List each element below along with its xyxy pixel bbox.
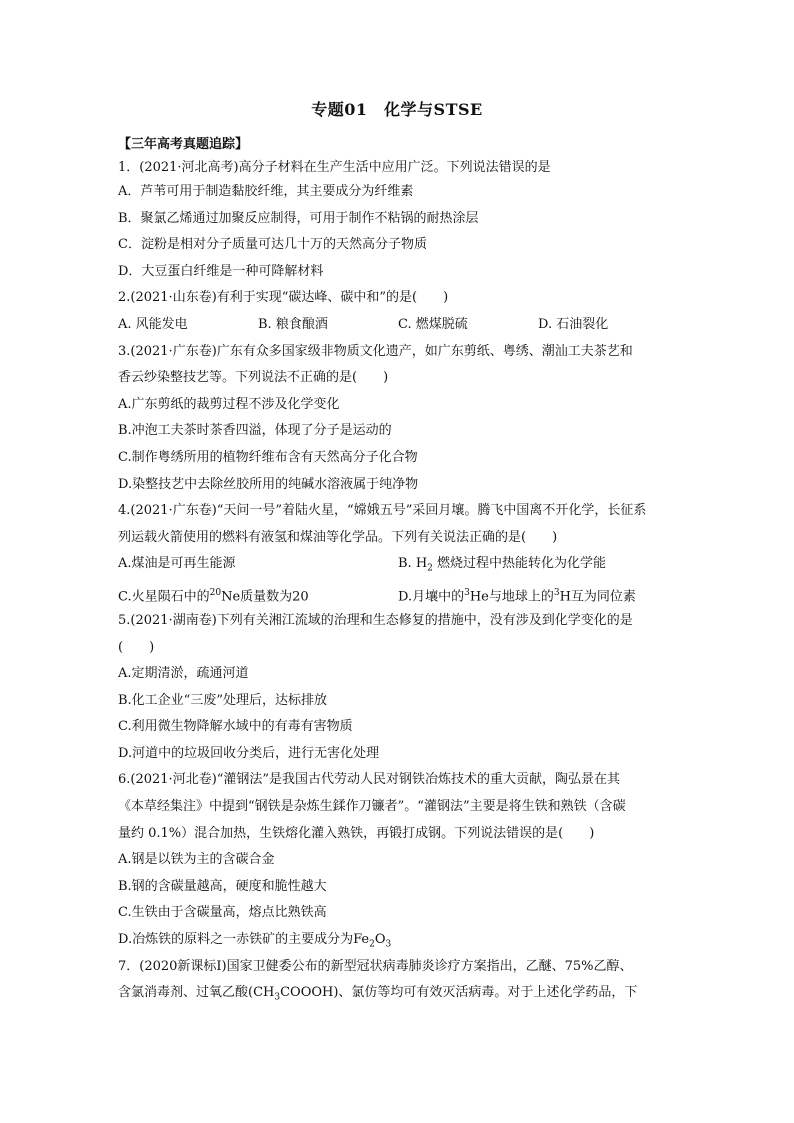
q6-stem-line2: 《本草经集注》中提到“钢铁是杂炼生鍒作刀镰者”。“灌钢法”主要是将生铁和熟铁（含碳 xyxy=(118,799,626,815)
q4-option-d-superscript-1: 3 xyxy=(464,587,470,598)
q7-stem-line2-text-end: COOOH)、氯仿等均可有效灭活病毒。对于上述化学药品，下 xyxy=(280,985,638,1001)
q4-option-c-superscript: 20 xyxy=(209,587,222,598)
q4-option-c xyxy=(118,578,398,608)
q7-stem-line2 xyxy=(118,980,678,1007)
q6-option-d-subscript-1: 2 xyxy=(369,939,375,950)
q4-option-d xyxy=(398,578,678,608)
q5-stem: 5.(2021·湖南卷)下列有关湘江流域的治理和生态修复的措施中，没有涉及到化学变化的是 xyxy=(118,612,633,628)
q3-option-a: A.广东剪纸的裁剪过程不涉及化学变化 xyxy=(118,396,340,412)
q3-option-c: C.制作粤绣所用的植物纤维布含有天然高分子化合物 xyxy=(118,449,418,465)
q2-options xyxy=(118,312,678,339)
q7-stem-line2-text: 含氯消毒剂、过氧乙酸(CH xyxy=(118,985,275,1001)
q2-option-b: B. 粮食酿酒 xyxy=(258,316,328,332)
q6-option-d xyxy=(118,927,678,954)
q4-option-d-text-mid: He与地球上的 xyxy=(469,589,554,605)
document-body xyxy=(118,133,678,1007)
page-title: 专题01 化学与STSE xyxy=(311,100,483,119)
q4-option-a: A.煤油是可再生能源 xyxy=(118,556,236,572)
q6-stem-line3: 量约 0.1%）混合加热，生铁熔化灌入熟铁，再锻打成钢。下列说法错误的是( ) xyxy=(118,825,595,841)
q6-option-d-subscript-2: 3 xyxy=(385,939,392,950)
section-heading: 【三年高考真题追踪】 xyxy=(118,137,249,152)
q6-option-b: B.钢的含碳量越高，硬度和脆性越大 xyxy=(118,878,327,894)
q4-option-c-text-end: Ne质量数为20 xyxy=(221,589,309,605)
q6-option-c: C.生铁由于含碳量高，熔点比熟铁高 xyxy=(118,905,327,921)
q1-option-d: D．大豆蛋白纤维是一种可降解材料 xyxy=(118,263,324,279)
q3-stem-line2: 香云纱染整技艺等。下列说法不正确的是( ) xyxy=(118,370,389,386)
q5-option-a: A.定期清淤，疏通河道 xyxy=(118,666,249,682)
q3-option-b: B.冲泡工夫茶时茶香四溢，体现了分子是运动的 xyxy=(118,423,392,439)
q2-option-c: C. 燃煤脱硫 xyxy=(398,316,468,332)
q2-stem: 2.(2021·山东卷)有利于实现“碳达峰、碳中和”的是( ) xyxy=(118,290,449,306)
q4-option-d-text-end: H互为同位素 xyxy=(559,589,636,605)
q5-answer-blank: ( ) xyxy=(118,639,155,655)
q2-option-d: D. 石油裂化 xyxy=(538,316,609,332)
q1-option-b: B．聚氯乙烯通过加聚反应制得，可用于制作不粘锅的耐热涂层 xyxy=(118,210,479,226)
q4-option-d-superscript-2: 3 xyxy=(553,587,560,598)
q5-option-d: D.河道中的垃圾回收分类后，进行无害化处理 xyxy=(118,745,380,761)
q3-option-d: D.染整技艺中去除丝胶所用的纯碱水溶液属于纯净物 xyxy=(118,476,419,492)
q6-stem-line1: 6.(2021·河北卷)“灌钢法”是我国古代劳动人民对钢铁冶炼技术的重大贡献，陶弘景在其 xyxy=(118,772,621,788)
q4-option-b-text-end: 燃烧过程中热能转化为化学能 xyxy=(432,556,607,572)
q4-option-c-text: C.火星陨石中的 xyxy=(118,589,210,605)
q6-option-d-text-mid: O xyxy=(374,932,386,948)
q3-stem-line1: 3.(2021·广东卷)广东有众多国家级非物质文化遗产，如广东剪纸、粤绣、潮汕工夫茶艺和 xyxy=(118,343,633,359)
q4-stem-line1: 4.(2021·广东卷)“天问一号”着陆火星，“嫦娥五号”采回月壤。腾飞中国离不开化学，长征系 xyxy=(118,503,647,519)
q4-stem-line2: 列运载火箭使用的燃料有液氢和煤油等化学品。下列有关说法正确的是( ) xyxy=(118,529,558,545)
q1-option-a: A．芦苇可用于制造黏胶纤维，其主要成分为纤维素 xyxy=(118,184,414,199)
q5-option-b: B.化工企业“三废”处理后，达标排放 xyxy=(118,692,327,708)
q4-option-b-subscript: 2 xyxy=(427,563,433,574)
q4-options-row1 xyxy=(118,551,678,578)
q4-option-d-text: D.月壤中的 xyxy=(398,589,465,605)
q4-option-b-text: B. H xyxy=(398,556,428,572)
q5-option-c: C.利用微生物降解水域中的有毒有害物质 xyxy=(118,719,353,735)
q6-option-a: A.钢是以铁为主的含碳合金 xyxy=(118,852,275,868)
q7-stem-line1: 7．(2020新课标Ⅰ)国家卫健委公布的新型冠状病毒肺炎诊疗方案指出，乙醚、75%乙醇、 xyxy=(118,958,633,974)
q7-stem-subscript: 3 xyxy=(274,992,281,1003)
q4-option-b xyxy=(398,551,678,578)
q2-option-a: A. 风能发电 xyxy=(118,316,188,332)
q6-option-d-text: D.冶炼铁的原料之一赤铁矿的主要成分为Fe xyxy=(118,932,370,948)
q1-option-c: C．淀粉是相对分子质量可达几十万的天然高分子物质 xyxy=(118,237,427,253)
q1-stem: 1．(2021·河北高考)高分子材料在生产生活中应用广泛。下列说法错误的是 xyxy=(118,160,551,175)
q4-options-row2 xyxy=(118,578,678,608)
